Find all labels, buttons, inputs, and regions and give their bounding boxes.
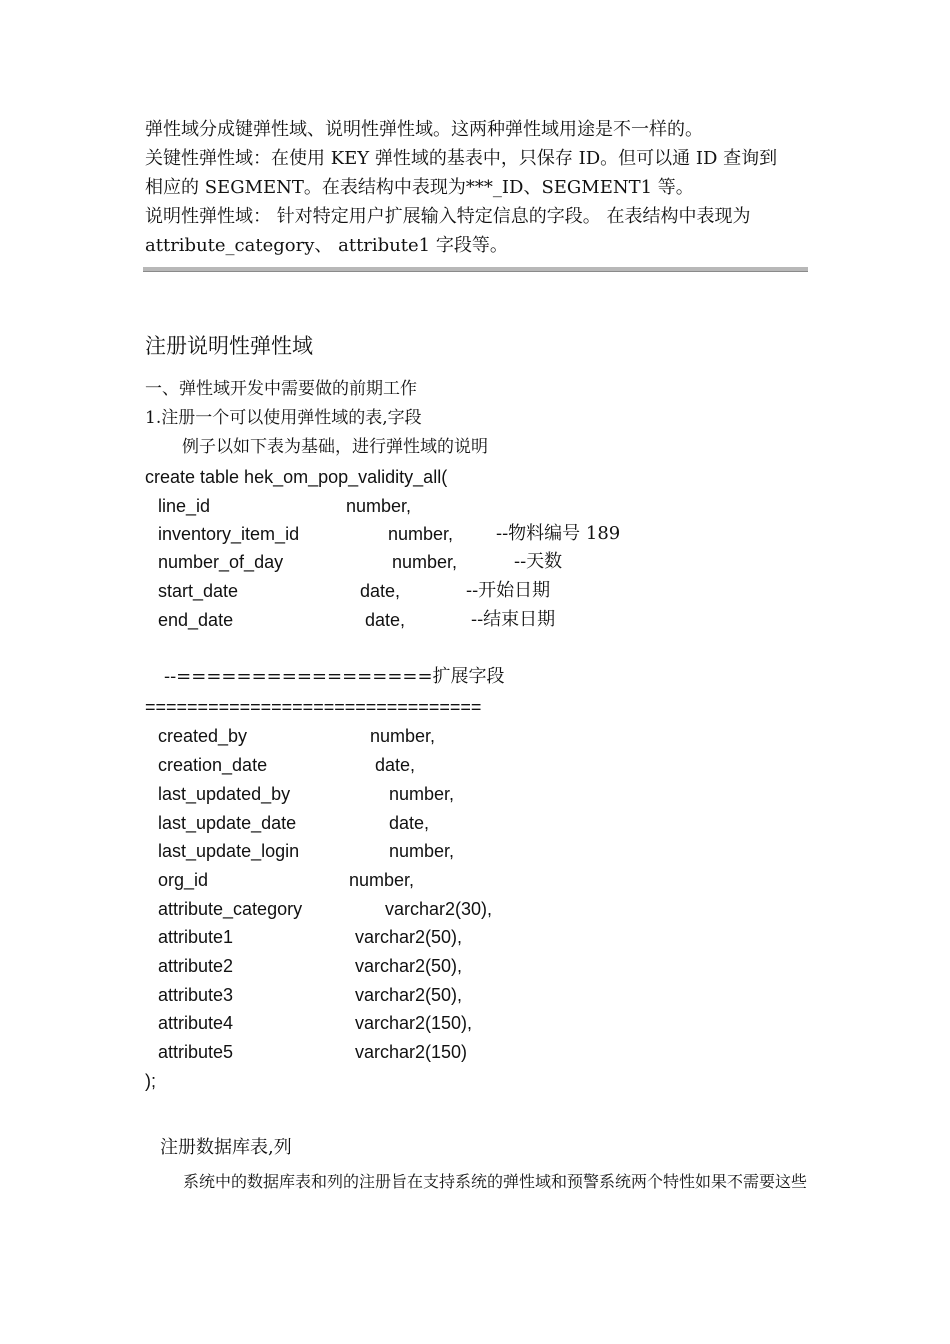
register-heading: 注册数据库表,列 <box>160 1137 292 1158</box>
intro-line-4: 说明性弹性域： 针对特定用户扩展输入特定信息的字段。 在表结构中表现为 <box>145 206 751 227</box>
column-name: start_date <box>158 581 239 601</box>
column-name: last_update_date <box>158 813 297 833</box>
column-type: number, <box>392 552 458 572</box>
column-comment: --物料编号 189 <box>496 523 621 544</box>
column-comment: --开始日期 <box>466 580 551 601</box>
register-body: 系统中的数据库表和列的注册旨在支持系统的弹性域和预警系统两个特性如果不需要这些 <box>183 1172 808 1191</box>
column-type: varchar2(150), <box>355 1013 473 1033</box>
intro-line-2: 关键性弹性域：在使用 KEY 弹性域的基表中，只保存 ID。但可以通 ID 查询到 <box>145 148 778 169</box>
column-type: number, <box>389 841 455 861</box>
column-type: varchar2(50), <box>355 985 463 1005</box>
column-name: inventory_item_id <box>158 524 300 544</box>
extension-rule: ================================ <box>145 697 482 717</box>
column-type: date, <box>375 755 416 775</box>
column-type: number, <box>370 726 436 746</box>
column-name: attribute1 <box>158 927 234 947</box>
column-name: attribute2 <box>158 956 234 976</box>
step-1-desc: 例子以如下表为基础，进行弹性域的说明 <box>182 437 488 457</box>
column-name: end_date <box>158 610 234 630</box>
column-type: varchar2(30), <box>385 899 493 919</box>
create-table-statement: create table hek_om_pop_validity_all( <box>145 467 448 487</box>
column-name: attribute_category <box>158 899 303 919</box>
column-type: number, <box>389 784 455 804</box>
column-type: number, <box>388 524 454 544</box>
column-name: number_of_day <box>158 552 284 572</box>
column-name: attribute5 <box>158 1042 234 1062</box>
column-name: last_update_login <box>158 841 300 861</box>
column-type: varchar2(50), <box>355 956 463 976</box>
column-name: attribute4 <box>158 1013 234 1033</box>
column-type: date, <box>389 813 430 833</box>
column-comment: --结束日期 <box>471 609 556 630</box>
intro-line-5: attribute_category、 attribute1 字段等。 <box>145 235 508 256</box>
step-1: 1.注册一个可以使用弹性域的表,字段 <box>145 408 422 428</box>
column-type: number, <box>349 870 415 890</box>
step-heading: 一、弹性域开发中需要做的前期工作 <box>145 379 417 399</box>
column-type: varchar2(150) <box>355 1042 468 1062</box>
horizontal-rule <box>143 267 808 272</box>
column-type: varchar2(50), <box>355 927 463 947</box>
extension-marker: --=================扩展字段 <box>164 666 505 687</box>
column-name: attribute3 <box>158 985 234 1005</box>
intro-line-3: 相应的 SEGMENT。在表结构中表现为***_ID、SEGMENT1 等。 <box>145 177 694 198</box>
column-name: org_id <box>158 870 209 890</box>
column-type: date, <box>365 610 406 630</box>
intro-line-1: 弹性域分成键弹性域、说明性弹性域。这两种弹性域用途是不一样的。 <box>145 119 703 140</box>
column-name: line_id <box>158 496 211 516</box>
column-name: creation_date <box>158 755 268 775</box>
column-name: created_by <box>158 726 248 746</box>
section-title: 注册说明性弹性域 <box>145 334 313 358</box>
statement-close: ); <box>145 1071 156 1091</box>
column-type: date, <box>360 581 401 601</box>
column-type: number, <box>346 496 412 516</box>
column-name: last_updated_by <box>158 784 291 804</box>
column-comment: --天数 <box>514 551 563 572</box>
